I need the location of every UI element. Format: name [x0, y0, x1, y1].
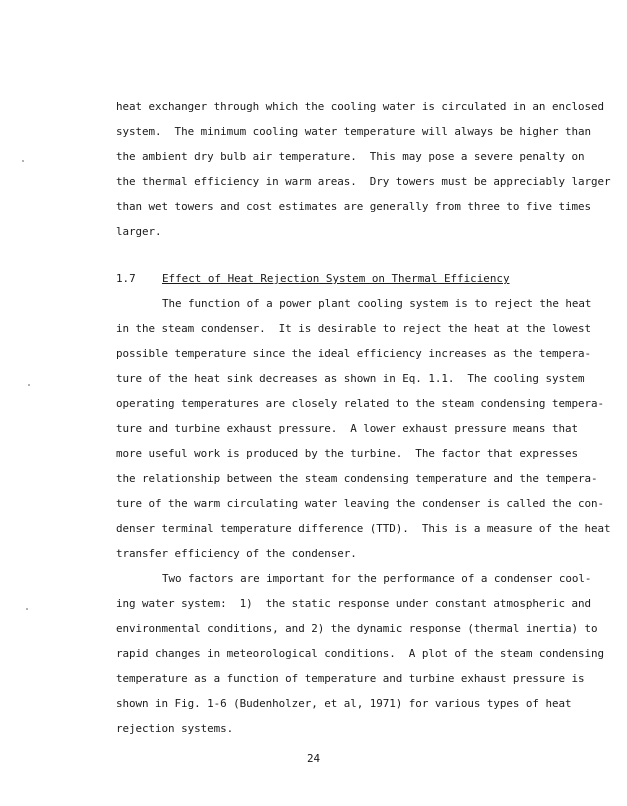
- para2-line: ture of the heat sink decreases as shown in Eq. 1.1. The cooling system: [116, 372, 585, 385]
- para1-line: the ambient dry bulb air temperature. This may pose a severe penalty on: [116, 150, 585, 163]
- scan-speck: [26, 608, 28, 610]
- para2-line: ture and turbine exhaust pressure. A lower exhaust pressure means that: [116, 422, 578, 435]
- para1-line: larger.: [116, 225, 162, 238]
- para2-line: denser terminal temperature difference (TTD). This is a measure of the heat: [116, 522, 611, 535]
- para1-line: the thermal efficiency in warm areas. Dry towers must be appreciably larger: [116, 175, 611, 188]
- para3-line: ing water system: 1) the static response under constant atmospheric and: [116, 597, 591, 610]
- para2-line: The function of a power plant cooling system is to reject the heat: [162, 297, 592, 310]
- section-title: Effect of Heat Rejection System on Thermal Efficiency: [162, 272, 510, 285]
- scan-speck: [28, 384, 30, 386]
- para1-line: system. The minimum cooling water temperature will always be higher than: [116, 125, 591, 138]
- para3-line: rapid changes in meteorological conditions. A plot of the steam condensing: [116, 647, 605, 660]
- para2-line: the relationship between the steam condensing temperature and the tempera-: [116, 472, 598, 485]
- para3-line: temperature as a function of temperature and turbine exhaust pressure is: [116, 672, 585, 685]
- scan-speck: [22, 160, 24, 162]
- para3-line: shown in Fig. 1-6 (Budenholzer, et al, 1971) for various types of heat: [116, 697, 572, 710]
- para2-line: operating temperatures are closely related to the steam condensing tempera-: [116, 397, 605, 410]
- para2-line: transfer efficiency of the condenser.: [116, 547, 357, 560]
- para3-line: environmental conditions, and 2) the dynamic response (thermal inertia) to: [116, 622, 598, 635]
- section-number: 1.7: [116, 272, 136, 285]
- para1-line: than wet towers and cost estimates are generally from three to five times: [116, 200, 591, 213]
- page-number: 24: [306, 752, 321, 765]
- para3-line: Two factors are important for the performance of a condenser cool-: [162, 572, 592, 585]
- para1-line: heat exchanger through which the cooling water is circulated in an enclosed: [116, 100, 605, 113]
- para2-line: in the steam condenser. It is desirable to reject the heat at the lowest: [116, 322, 591, 335]
- para2-line: more useful work is produced by the turbine. The factor that expresses: [116, 447, 578, 460]
- para3-line: rejection systems.: [116, 722, 234, 735]
- para2-line: possible temperature since the ideal efficiency increases as the tempera-: [116, 347, 591, 360]
- para2-line: ture of the warm circulating water leaving the condenser is called the con-: [116, 497, 605, 510]
